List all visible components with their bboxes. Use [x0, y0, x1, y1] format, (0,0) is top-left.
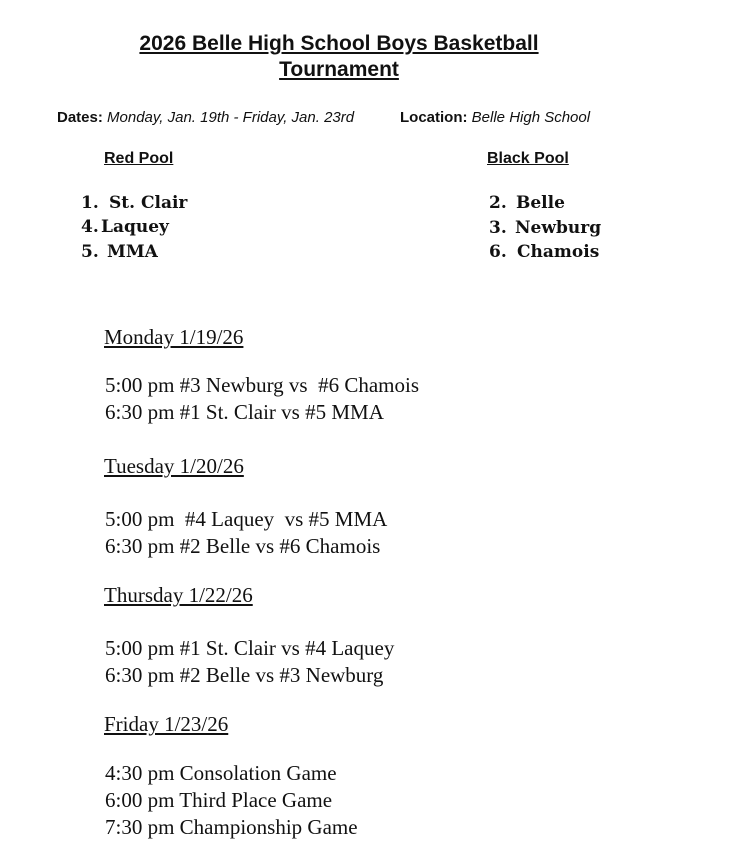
location-info — [400, 108, 590, 128]
team-seed: 1. — [81, 193, 99, 213]
team-name: MMA — [107, 242, 158, 262]
team-seed: 4. — [81, 217, 99, 237]
black-pool-team — [489, 216, 601, 240]
red-pool-team — [81, 191, 187, 215]
day-heading-friday: Friday 1/23/26 — [104, 712, 229, 736]
team-seed: 2. — [489, 193, 507, 213]
location-value: Belle High School — [471, 109, 591, 126]
day-heading-monday: Monday 1/19/26 — [104, 325, 244, 349]
black-pool-team — [489, 240, 599, 264]
game-line: 5:00 pm #3 Newburg vs #6 Chamois — [105, 373, 420, 397]
dates-info — [57, 108, 354, 128]
dates-value: Monday, Jan. 19th - Friday, Jan. 23rd — [107, 109, 355, 126]
game-line: 6:30 pm #1 St. Clair vs #5 MMA — [105, 400, 384, 424]
game-line: 5:00 pm #4 Laquey vs #5 MMA — [105, 507, 388, 531]
game-line: 5:00 pm #1 St. Clair vs #4 Laquey — [105, 636, 395, 660]
dates-label: Dates: — [57, 109, 103, 126]
red-pool-title: Red Pool — [104, 150, 174, 167]
game-line: 6:30 pm #2 Belle vs #6 Chamois — [105, 534, 381, 558]
red-pool-team — [81, 215, 169, 239]
game-line: 6:00 pm Third Place Game — [105, 788, 333, 812]
team-seed: 3. — [489, 218, 507, 238]
game-line: 7:30 pm Championship Game — [105, 815, 358, 839]
team-name: Chamois — [517, 242, 600, 262]
team-name: St. Clair — [109, 193, 188, 213]
team-seed: 5. — [81, 242, 99, 262]
game-line: 4:30 pm Consolation Game — [105, 761, 337, 785]
team-seed: 6. — [489, 242, 507, 262]
black-pool-title: Black Pool — [487, 150, 569, 167]
team-name: Belle — [516, 193, 565, 213]
title-line-1: 2026 Belle High School Boys Basketball — [139, 32, 539, 55]
day-heading-thursday: Thursday 1/22/26 — [104, 583, 253, 607]
day-heading-tuesday: Tuesday 1/20/26 — [104, 454, 244, 478]
team-name: Laquey — [101, 217, 169, 237]
page-title — [0, 31, 678, 83]
title-line-2: Tournament — [279, 58, 399, 81]
location-label: Location: — [400, 109, 468, 126]
team-name: Newburg — [515, 218, 602, 238]
black-pool-team — [489, 191, 565, 215]
game-line: 6:30 pm #2 Belle vs #3 Newburg — [105, 663, 384, 687]
red-pool-team — [81, 240, 158, 264]
